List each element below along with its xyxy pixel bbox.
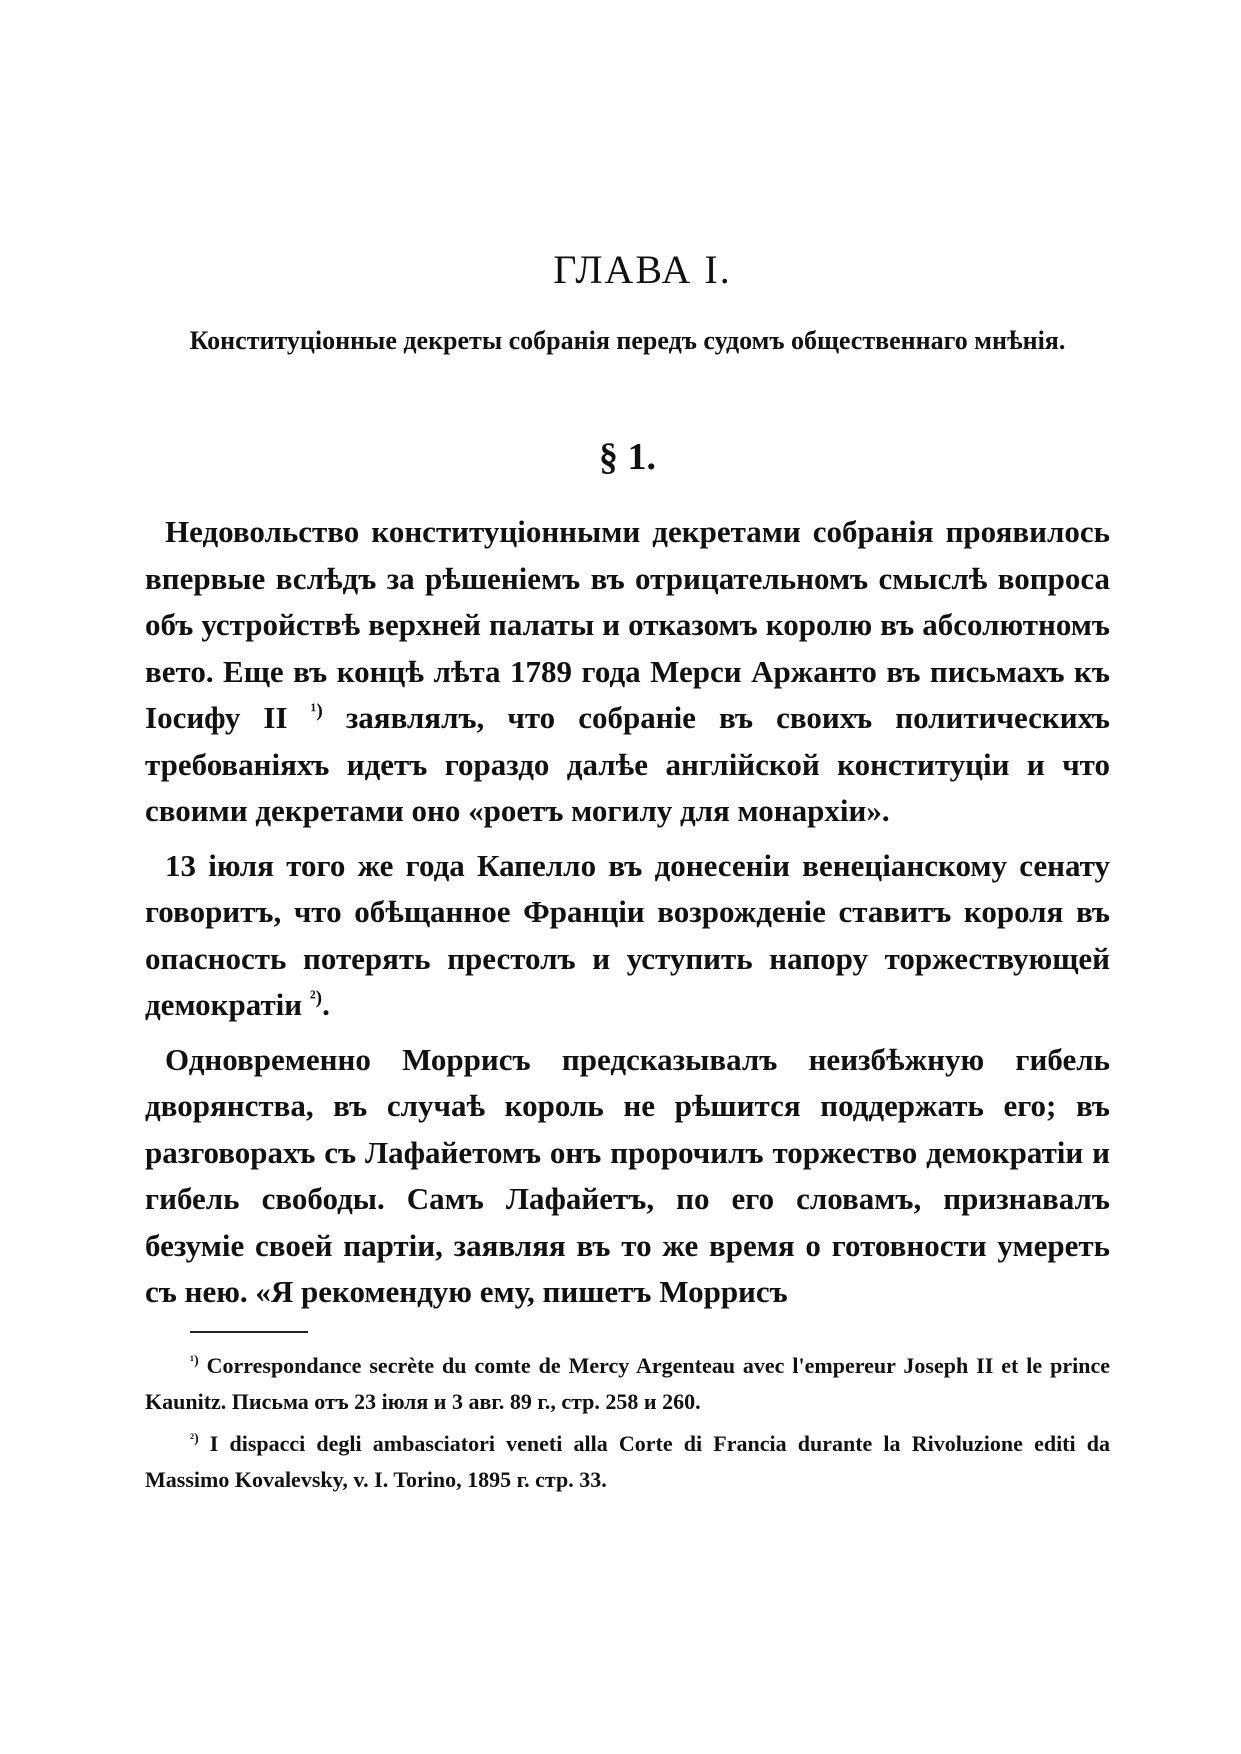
footnote-2-text: I dispacci degli ambasciatori veneti alla Corte di Francia durante la Rivoluzione editi da Massimo Kovalevsky, v. I. Torino, 1895 г. стр. 33. [145,1431,1111,1492]
footnote-marker-2: ²) [190,1430,199,1446]
paragraph-2-text-start: 13 іюля того же года Капелло въ донесеніи венеціанскому сенату говоритъ, что обѣщанное Франціи возрожденіе ставитъ короля въ опасность потерять престолъ и уступить напору торжествующей демократіи [145,847,1110,1022]
footnote-ref-1: ¹) [310,700,323,722]
paragraph-2-text-end: . [322,987,330,1022]
section-heading: § 1. [599,436,656,478]
chapter-subtitle: Конституціонные декреты собранія передъ судомъ общественнаго мнѣнія. [189,326,1066,355]
chapter-title: ГЛАВА I. [553,247,732,292]
footnotes [145,1348,1110,1504]
paragraph-1-text-start: Недовольство конституціонными декретами собранія проявилось впервые вслѣдъ за рѣшеніемъ въ отрицательномъ смыслѣ вопроса объ устройствѣ верхней палаты и отказомъ королю въ абсолютномъ вето. Еще въ концѣ лѣта 1789 года Мерси Аржанто въ письмахъ къ Іосифу II [145,514,1110,735]
footnote-2 [145,1426,1110,1498]
footnote-divider [190,1331,308,1333]
paragraph-2 [145,843,1110,1029]
footnote-1 [145,1348,1110,1420]
footnote-marker-1: ¹) [190,1352,199,1368]
body-text [145,509,1110,1324]
footnote-1-text: Correspondance secrète du comte de Mercy Argenteau avec l'empereur Joseph II et le prince Kaunitz. Письма отъ 23 іюля и 3 авг. 89 г., стр. 258 и 260. [145,1353,1111,1414]
paragraph-1-text-end: заявлялъ, что собраніе въ своихъ политическихъ требованіяхъ идетъ гораздо далѣе англійской конституціи и что своими декретами оно «роетъ могилу для монархіи». [145,700,1110,828]
paragraph-3: Одновременно Моррисъ предсказывалъ неизбѣжную гибель дворянства, въ случаѣ король не рѣшится поддержать его; въ разговорахъ съ Лафайетомъ онъ пророчилъ торжество демократіи и гибель свободы. Самъ Лафайетъ, по его словамъ, признавалъ безуміе своей партіи, заявляя въ то же время о готовности умереть съ нею. «Я рекомендую ему, пишетъ Моррисъ [145,1041,1110,1309]
paragraph-1 [145,509,1110,835]
footnote-ref-2: ²) [309,987,323,1009]
